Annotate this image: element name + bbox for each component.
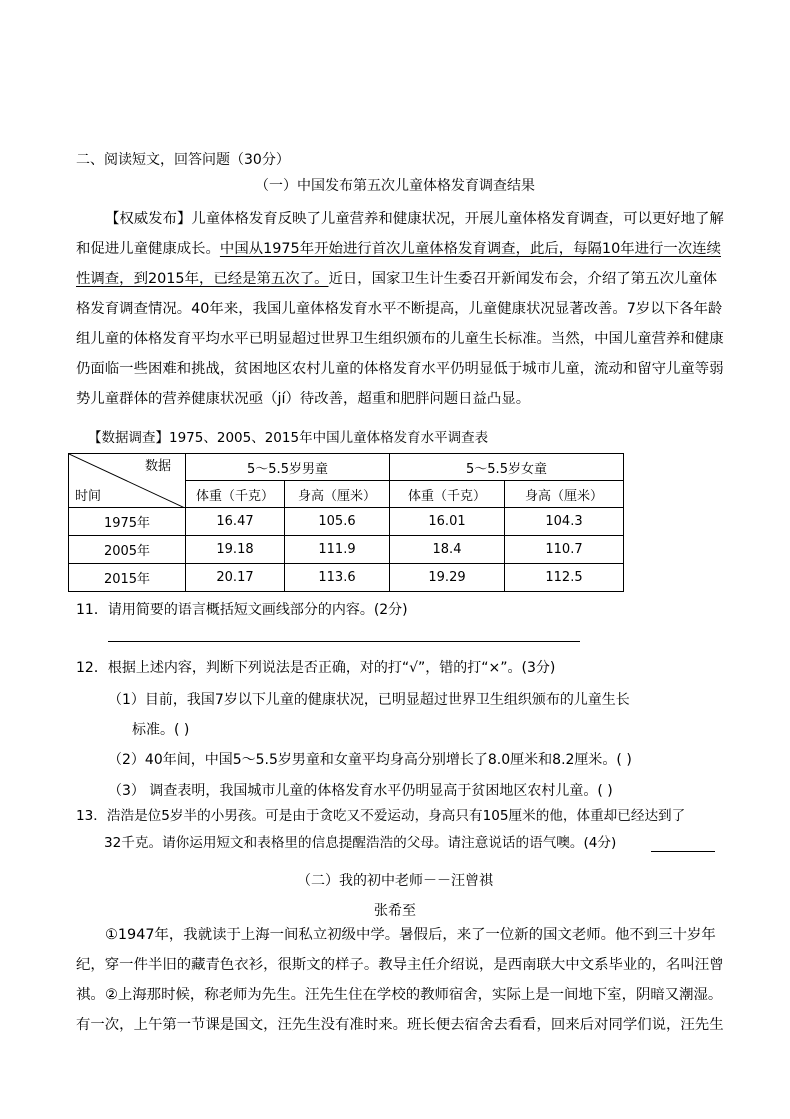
table-caption: 【数据调查】1975、2005、2015年中国儿童体格发育水平调查表 — [88, 430, 489, 446]
cell-value: 19.29 — [390, 564, 505, 592]
answer-line-13[interactable] — [651, 851, 715, 852]
growth-table — [68, 453, 624, 592]
question-12-1: （1）目前，我国7岁以下儿童的健康状况，已明显超过世界卫生组织颁布的儿童生长 — [108, 692, 630, 708]
passage2-p2-text: ②上海那时候，称老师为先生。汪先生住在学校的教师宿舍，实际上是一间地下室，阴暗又潮湿。有一次，上午第一节课是国文，汪先生没有准时来。班长便去宿舍去看看，回来后对同学们说，汪先生 — [76, 987, 724, 1033]
cell-value: 111.9 — [285, 536, 390, 564]
passage1-lead: 【权威发布】儿童体格发育反映了儿童营养和健康状况，开展儿童体格发育调查，可以更好地了解和促进儿童健康成长。 — [76, 211, 724, 257]
cell-value: 110.7 — [505, 536, 624, 564]
corner-label-time: 时间 — [75, 489, 102, 504]
cell-value: 113.6 — [285, 564, 390, 592]
passage2-paragraph-2 — [76, 980, 726, 1040]
question-12-2: （2）40年间，中国5～5.5岁男童和女童平均身高分别增长了8.0厘米和8.2厘米。( ) — [108, 752, 632, 768]
passage1-title: （一）中国发布第五次儿童体格发育调查结果 — [255, 178, 535, 194]
cell-value: 104.3 — [505, 508, 624, 536]
cell-value: 19.18 — [186, 536, 285, 564]
cell-value: 112.5 — [505, 564, 624, 592]
table-row — [69, 536, 624, 564]
cell-value: 105.6 — [285, 508, 390, 536]
section-heading: 二、阅读短文，回答问题（30分） — [76, 152, 290, 168]
passage2-author: 张希至 — [374, 903, 416, 919]
row-year: 2015年 — [69, 564, 186, 592]
table-row — [69, 508, 624, 536]
cell-value: 20.17 — [186, 564, 285, 592]
question-12-1-cont: 标准。( ) — [132, 722, 190, 738]
group-header-boys: 5～5.5岁男童 — [186, 454, 390, 481]
cell-value: 16.47 — [186, 508, 285, 536]
passage2-title: （二）我的初中老师－－汪曾祺 — [297, 873, 493, 889]
question-11: 11．请用简要的语言概括短文画线部分的内容。(2分) — [76, 602, 408, 618]
corner-label-data: 数据 — [144, 459, 171, 474]
cell-value: 16.01 — [390, 508, 505, 536]
table-corner-cell — [69, 454, 186, 508]
table-row — [69, 564, 624, 592]
row-year: 1975年 — [69, 508, 186, 536]
answer-line-11[interactable] — [108, 641, 580, 642]
question-12-3: （3） 调查表明，我国城市儿童的体格发育水平仍明显高于贫困地区农村儿童。( ) — [108, 783, 613, 799]
passage1-rest: 近日，国家卫生计生委召开新闻发布会，介绍了第五次儿童体格发育调查情况。40年来，我国儿童体格发育水平不断提高，儿童健康状况显著改善。7岁以下各年龄组儿童的体格发育平均水平已明显超过世界卫生组织颁布的儿童生长标准。当然，中国儿童营养和健康仍面临一些困难和挑战，贫困地区农村儿童的体格发育水平仍明显低于城市儿童，流动和留守儿童等弱势儿童群体的营养健康状况亟（jí）待改善，超重和肥胖问题日益凸显。 — [76, 271, 724, 407]
group-header-girls: 5～5.5岁女童 — [390, 454, 624, 481]
question-12: 12．根据上述内容，判断下列说法是否正确，对的打“√”，错的打“×”。(3分) — [76, 660, 556, 676]
row-year: 2005年 — [69, 536, 186, 564]
question-13: 13．浩浩是位5岁半的小男孩。可是由于贪吃又不爱运动，身高只有105厘米的他，体重却已经达到了 — [76, 808, 686, 824]
sub-header-girls-weight: 体重（千克） — [390, 481, 505, 508]
sub-header-boys-weight: 体重（千克） — [186, 481, 285, 508]
passage1-body — [76, 204, 726, 414]
passage1-underlined: 中国从1975年开始进行首次儿童体格发育调查，此后，每隔10年进行一次连续性调查，到2015年，已经是第五次了。 — [76, 241, 721, 287]
passage2-p1-text: ①1947年，我就读于上海一间私立初级中学。暑假后，来了一位新的国文老师。他不到三十岁年纪，穿一件半旧的藏青色衣衫，很斯文的样子。教导主任介绍说，是西南联大中文系毕业的，名叫汪曾祺。 — [76, 927, 724, 1003]
cell-value: 18.4 — [390, 536, 505, 564]
question-13-cont: 32千克。请你运用短文和表格里的信息提醒浩浩的父母。请注意说话的语气噢。(4分) — [104, 835, 617, 851]
sub-header-girls-height: 身高（厘米） — [505, 481, 624, 508]
sub-header-boys-height: 身高（厘米） — [285, 481, 390, 508]
